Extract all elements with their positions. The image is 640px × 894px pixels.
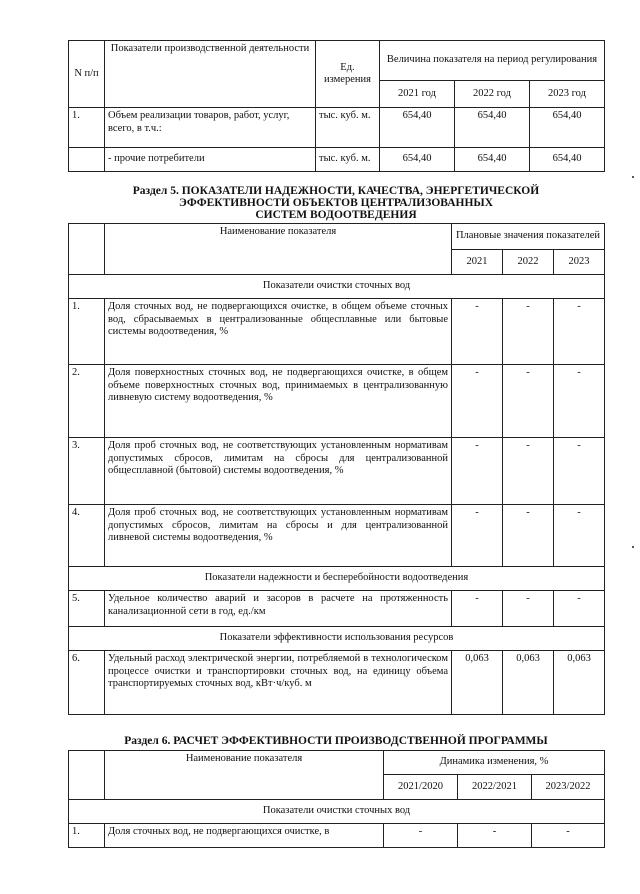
- row-value: -: [503, 591, 554, 627]
- header-num: N п/п: [69, 41, 105, 108]
- scan-speck: [632, 546, 634, 548]
- row-value: -: [554, 591, 605, 627]
- group-title: Показатели эффективности использования ресурсов: [69, 627, 605, 651]
- row-num: 1.: [69, 824, 105, 848]
- row-name: Удельный расход электрической энергии, потребляемой в технологическом процессе очистки и транспортировки сточных вод, на единицу объема транспортируемых сточных вод, кВт·ч/куб. м: [105, 651, 452, 715]
- header-year: 2022: [503, 250, 554, 275]
- row-value: -: [503, 365, 554, 438]
- row-num: 6.: [69, 651, 105, 715]
- header-year: 2021 год: [380, 81, 455, 108]
- header-year: 2021: [452, 250, 503, 275]
- row-name: Доля проб сточных вод, не соответствующих установленным нормативам допустимых сбросов, лимитам на сбросы для централизованной общесплавной (бытовой) системы водоотведения, %: [105, 438, 452, 505]
- row-value: 654,40: [455, 148, 530, 172]
- row-num: 3.: [69, 438, 105, 505]
- row-name: Доля сточных вод, не подвергающихся очистке, в: [105, 824, 384, 848]
- table-row: [69, 651, 605, 715]
- row-value: -: [452, 438, 503, 505]
- row-value: 654,40: [530, 108, 605, 148]
- row-value: -: [384, 824, 458, 848]
- header-name: Наименование показателя: [105, 224, 452, 275]
- row-value: -: [452, 591, 503, 627]
- section5-title-line: СИСТЕМ ВОДООТВЕДЕНИЯ: [255, 209, 417, 221]
- row-name: Объем реализации товаров, работ, услуг, всего, в т.ч.:: [105, 108, 316, 148]
- table-row: [69, 365, 605, 438]
- header-unit: Ед. измерения: [316, 41, 380, 108]
- row-unit: тыс. куб. м.: [316, 108, 380, 148]
- header-year: 2023: [554, 250, 605, 275]
- row-name: Доля поверхностных сточных вод, не подвергающихся очистке, в общем объеме поверхностных сточных вод, принимаемых в централизованную ливневую систему водоотведения, %: [105, 365, 452, 438]
- row-value: 0,063: [452, 651, 503, 715]
- row-value: 654,40: [380, 148, 455, 172]
- header-period: 2022/2021: [458, 775, 532, 800]
- row-num: 5.: [69, 591, 105, 627]
- reliability-indicators-table: [68, 223, 605, 715]
- header-dyn-group: Динамика изменения, %: [384, 751, 605, 775]
- row-value: 654,40: [455, 108, 530, 148]
- row-value: 654,40: [530, 148, 605, 172]
- header-plan-group: Плановые значения показателей: [452, 224, 605, 250]
- table-row: [69, 505, 605, 567]
- row-value: -: [458, 824, 532, 848]
- row-value: 654,40: [380, 108, 455, 148]
- section6-title: Раздел 6. РАСЧЕТ ЭФФЕКТИВНОСТИ ПРОИЗВОДСТВЕННОЙ ПРОГРАММЫ: [124, 735, 548, 747]
- row-name: Доля сточных вод, не подвергающихся очистке, в общем объеме сточных вод, сбрасываемых в централизованные общесплавные или бытовые системы водоотведения, %: [105, 299, 452, 365]
- header-period: 2021/2020: [384, 775, 458, 800]
- header-num: [69, 751, 105, 800]
- production-indicators-table: [68, 40, 605, 172]
- section5-title: [68, 185, 604, 221]
- row-value: -: [503, 438, 554, 505]
- header-period: 2023/2022: [532, 775, 605, 800]
- row-name: Удельное количество аварий и засоров в расчете на протяженность канализационной сети в год, ед./км: [105, 591, 452, 627]
- row-value: -: [452, 299, 503, 365]
- group-title: Показатели очистки сточных вод: [69, 800, 605, 824]
- row-value: 0,063: [554, 651, 605, 715]
- group-title: Показатели очистки сточных вод: [69, 275, 605, 299]
- table-row: [69, 148, 605, 172]
- row-num: 2.: [69, 365, 105, 438]
- row-value: -: [452, 365, 503, 438]
- header-year: 2022 год: [455, 81, 530, 108]
- table-row: [69, 299, 605, 365]
- row-num: [69, 148, 105, 172]
- row-num: 1.: [69, 108, 105, 148]
- scan-speck: [632, 176, 634, 178]
- group-title: Показатели надежности и бесперебойности водоотведения: [69, 567, 605, 591]
- header-year: 2023 год: [530, 81, 605, 108]
- row-value: -: [554, 505, 605, 567]
- row-value: -: [503, 505, 554, 567]
- header-indicator: Показатели производственной деятельности: [105, 41, 316, 108]
- row-value: -: [452, 505, 503, 567]
- row-name: Доля проб сточных вод, не соответствующих установленным нормативам допустимых сбросов, лимитам на сбросы и для централизованной ливневой системы водоотведения, %: [105, 505, 452, 567]
- section5-title-line: Раздел 5. ПОКАЗАТЕЛИ НАДЕЖНОСТИ, КАЧЕСТВА, ЭНЕРГЕТИЧЕСКОЙ: [132, 185, 540, 197]
- row-unit: тыс. куб. м.: [316, 148, 380, 172]
- row-value: -: [532, 824, 605, 848]
- row-name: - прочие потребители: [105, 148, 316, 172]
- row-value: 0,063: [503, 651, 554, 715]
- table-row: [69, 591, 605, 627]
- header-value-group: Величина показателя на период регулирования: [380, 41, 605, 81]
- section5-title-line: ЭФФЕКТИВНОСТИ ОБЪЕКТОВ ЦЕНТРАЛИЗОВАННЫХ: [178, 197, 493, 209]
- efficiency-table: [68, 750, 605, 848]
- table-row: [69, 108, 605, 148]
- row-value: -: [503, 299, 554, 365]
- row-value: -: [554, 299, 605, 365]
- row-value: -: [554, 438, 605, 505]
- header-name: Наименование показателя: [105, 751, 384, 800]
- header-num: [69, 224, 105, 275]
- row-value: -: [554, 365, 605, 438]
- row-num: 1.: [69, 299, 105, 365]
- row-num: 4.: [69, 505, 105, 567]
- table-row: [69, 824, 605, 848]
- table-row: [69, 438, 605, 505]
